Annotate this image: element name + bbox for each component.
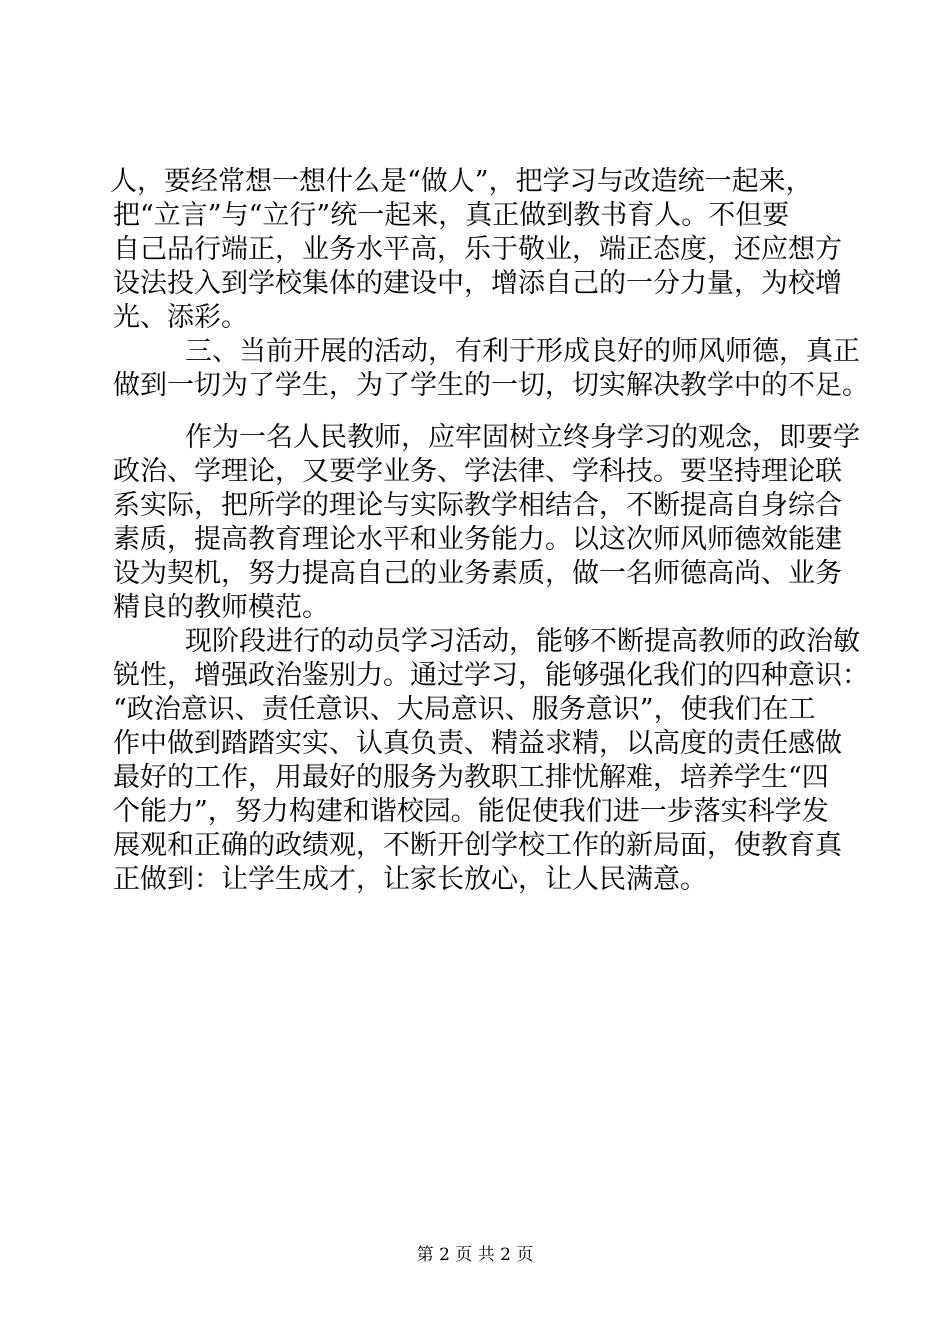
text-line: 现阶段进行的动员学习活动，能够不断提高教师的政治敏 bbox=[185, 626, 860, 657]
text-line: 精良的教师模范。 bbox=[113, 592, 329, 623]
page-footer: 第 2 页 共 2 页 bbox=[416, 1245, 534, 1265]
text-line: “政治意识、责任意识、大局意识、服务意识”，使我们在工 bbox=[113, 694, 816, 725]
text-line: 把“立言”与“立行”统一起来，真正做到教书育人。不但要 bbox=[113, 200, 790, 231]
text-line: 光、添彩。 bbox=[113, 302, 248, 333]
text-line: 正做到：让学生成才，让家长放心，让人民满意。 bbox=[113, 864, 707, 895]
text-line: 锐性，增强政治鉴别力。通过学习，能够强化我们的四种意识： bbox=[113, 660, 869, 691]
text-line: 作中做到踏踏实实、认真负责、精益求精，以高度的责任感做 bbox=[113, 728, 842, 759]
text-line: 政治、学理论，又要学业务、学法律、学科技。要坚持理论联 bbox=[113, 456, 842, 487]
text-line: 人，要经常想一想什么是“做人”，把学习与改造统一起来， bbox=[110, 166, 813, 197]
text-line: 作为一名人民教师，应牢固树立终身学习的观念，即要学 bbox=[185, 422, 860, 453]
text-line: 做到一切为了学生，为了学生的一切，切实解决教学中的不足。 bbox=[113, 370, 869, 401]
text-line: 自己品行端正，业务水平高，乐于敬业，端正态度，还应想方 bbox=[113, 234, 842, 265]
text-line: 系实际，把所学的理论与实际教学相结合，不断提高自身综合 bbox=[113, 490, 842, 521]
text-line: 设为契机，努力提高自己的业务素质，做一名师德高尚、业务 bbox=[113, 558, 842, 589]
text-line: 设法投入到学校集体的建设中，增添自己的一分力量，为校增 bbox=[113, 268, 842, 299]
text-line: 展观和正确的政绩观，不断开创学校工作的新局面，使教育真 bbox=[113, 830, 842, 861]
text-line: 素质，提高教育理论水平和业务能力。以这次师风师德效能建 bbox=[113, 524, 842, 555]
text-line: 个能力”，努力构建和谐校园。能促使我们进一步落实科学发 bbox=[113, 796, 829, 827]
text-line: 最好的工作，用最好的服务为教职工排忧解难，培养学生“四 bbox=[113, 762, 829, 793]
text-line: 三、当前开展的活动，有利于形成良好的师风师德，真正 bbox=[185, 336, 860, 367]
